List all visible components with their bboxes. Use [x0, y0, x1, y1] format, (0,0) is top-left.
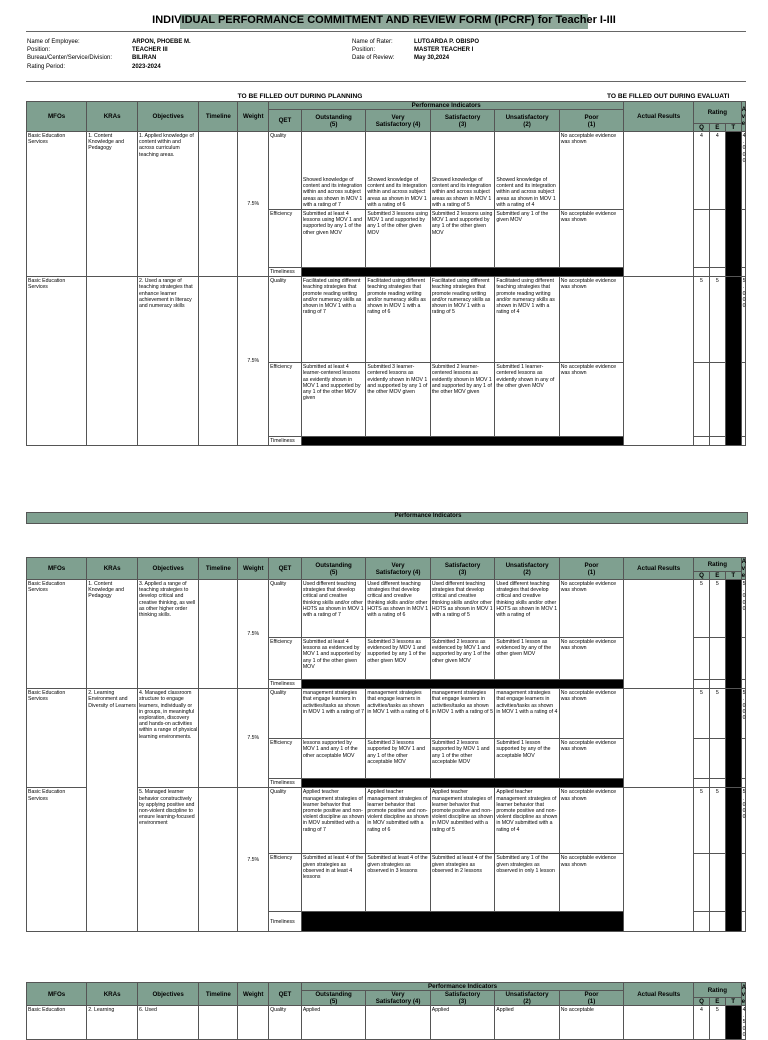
indicator-cell: Applied teacher management strategies of learner behavior that promote positive and non-violent discipline as shown in MOV submitted with a rating of 6: [366, 788, 430, 854]
rating-e: 5: [709, 1006, 725, 1040]
review-date-label: Date of Review:: [352, 55, 395, 62]
employee-bureau-label: Bureau/Center/Service/Division:: [27, 55, 113, 62]
col-weight: Weight: [238, 102, 269, 132]
col-performance-indicators: Performance Indicators: [301, 983, 623, 991]
indicator-cell: Submitted any 1 of the given MOV: [495, 210, 559, 268]
indicator-cell: management strategies that engage learners in activities/tasks as shown in MOV 1 with a rating of 5: [430, 689, 494, 739]
kra-cell: 2. Learning: [87, 1006, 138, 1040]
ipcrf-table-3: [26, 982, 746, 1040]
table-row: [27, 277, 746, 363]
info-rule: [26, 81, 746, 82]
indicator-cell: Submitted 3 lessons supported by MOV 1 and any 1 of the other acceptable MOV: [366, 739, 430, 779]
col-unsatisfactory: Unsatisfactory (2): [495, 110, 559, 132]
qet-quality: Quality: [269, 132, 302, 210]
col-actual-results: Actual Results: [624, 102, 694, 132]
indicator-cell: No acceptable evidence was shown: [559, 210, 623, 268]
kra-cell: 1. Content Knowledge and Pedagogy: [87, 132, 138, 277]
col-performance-indicators: Performance Indicators: [269, 102, 624, 110]
indicator-cell: Showed knowledge of content and its integration within and across subject areas as shown in MOV 1 with a rating of 7: [301, 132, 365, 210]
rating-period: 2023-2024: [132, 63, 161, 70]
col-poor: Poor (1): [559, 110, 623, 132]
qet-timeliness: Timeliness: [269, 779, 302, 788]
col-e: E: [709, 124, 725, 132]
indicator-cell: [366, 1006, 430, 1040]
col-rating: Rating: [694, 558, 742, 572]
indicator-cell: Applied: [495, 1006, 559, 1040]
average-cell: 5.000: [741, 580, 745, 638]
indicator-cell: No acceptable evidence was shown: [559, 580, 623, 638]
indicator-cell: Facilitated using different teaching strategies that promote reading writing and/or numeracy skills as shown in MOV 1 with a rating of 5: [430, 277, 494, 363]
rater-name-label: Name of Rater:: [352, 39, 393, 45]
indicator-cell: Submitted 3 lessons as evidenced by MOV 1 and supported by any 1 of the other given MOV: [366, 638, 430, 680]
col-rating: Rating: [694, 983, 742, 998]
employee-bureau: BILIRAN: [132, 55, 157, 62]
review-date: May 30,2024: [414, 55, 450, 62]
indicator-cell: Submitted any 1 of the given strategies as observed in only 1 lesson: [495, 854, 559, 912]
average-cell: 5.000: [741, 689, 745, 739]
qet-timeliness: Timeliness: [269, 268, 302, 277]
rating-t: [725, 1006, 741, 1040]
indicator-cell: No acceptable evidence was shown: [559, 739, 623, 779]
timeliness-blackout: [301, 779, 623, 788]
kra-cell: [87, 277, 138, 446]
page-break-performance: Performance Indicators: [394, 513, 462, 519]
col-ave: Ave: [741, 102, 745, 132]
col-e: E: [709, 998, 725, 1006]
timeline-cell: [199, 1006, 238, 1040]
rating-q: 5: [694, 689, 710, 739]
col-kras: KRAs: [87, 102, 138, 132]
rating-period-label: Rating Period:: [27, 63, 66, 70]
indicator-cell: Applied: [301, 1006, 365, 1040]
employee-name-label: Name of Employee:: [27, 39, 80, 45]
weight-cell: 7.5%: [238, 788, 269, 932]
timeline-cell: [199, 132, 238, 277]
col-mfos: MFOs: [27, 558, 87, 580]
timeline-cell: [199, 580, 238, 689]
rating-t: [725, 689, 741, 788]
indicator-cell: management strategies that engage learners in activities/tasks as shown in MOV 1 with a rating of 7: [301, 689, 365, 739]
weight-cell: 7.5%: [238, 277, 269, 446]
col-unsatisfactory: Unsatisfactory (2): [495, 558, 559, 580]
rating-e: 5: [709, 689, 725, 739]
table-row: [27, 689, 746, 739]
indicator-cell: Used different teaching strategies that develop critical and creative thinking skills and/or other HOTS as shown in MOV 1 with a rating of 7: [301, 580, 365, 638]
employee-position-label: Position:: [27, 47, 51, 54]
indicator-cell: Submitted 2 lessons using MOV 1 and supported by any 1 of the other given MOV: [430, 210, 494, 268]
col-very-satisfactory: Very Satisfactory (4): [366, 558, 430, 580]
col-q: Q: [694, 124, 710, 132]
col-objectives: Objectives: [138, 102, 199, 132]
qet-efficiency: Efficiency: [269, 638, 302, 680]
rating-e: 4: [709, 132, 725, 210]
col-very-satisfactory: Very Satisfactory (4): [366, 991, 430, 1006]
indicator-cell: Showed knowledge of content and its integration within and across subject areas as shown in MOV 1 with a rating of 6: [366, 132, 430, 210]
indicator-cell: Showed knowledge of content and its integration within and across subject areas as shown in MOV 1 with a rating of 4: [495, 132, 559, 210]
rater-labels: [352, 38, 412, 63]
indicator-cell: Submitted 2 lessons supported by MOV 1 and any 1 of the other acceptable MOV: [430, 739, 494, 779]
col-mfos: MFOs: [27, 102, 87, 132]
rating-t: [725, 580, 741, 689]
table-row: [27, 132, 746, 210]
indicator-cell: Applied: [430, 1006, 494, 1040]
col-outstanding: Outstanding (5): [301, 991, 365, 1006]
col-t: T: [725, 124, 741, 132]
timeliness-blackout: [301, 437, 623, 446]
indicator-cell: Showed knowledge of content and its integration within and across subject areas as shown in MOV 1 with a rating of 5: [430, 132, 494, 210]
indicator-cell: Submitted 1 learner-centered lessons as evidently shown in any of the other given MOV: [495, 363, 559, 437]
kra-cell: 2. Learning Environment and Diversity of Learners: [87, 689, 138, 932]
employee-values: [132, 38, 332, 71]
indicator-cell: Submitted at least 4 lessons using MOV 1 and supported by any 1 of the other given MOV: [301, 210, 365, 268]
indicator-cell: No acceptable evidence was shown: [559, 363, 623, 437]
objective-cell: 6. Used: [137, 1006, 198, 1040]
average-cell: 5.000: [741, 788, 745, 854]
col-qet: QET: [269, 983, 302, 1006]
actual-results-cell: [624, 788, 694, 932]
mfo-cell: Basic Education Services: [27, 277, 87, 446]
qet-quality: Quality: [269, 788, 302, 854]
qet-efficiency: Efficiency: [269, 854, 302, 912]
col-timeline: Timeline: [199, 102, 238, 132]
col-actual-results: Actual Results: [624, 983, 694, 1006]
indicator-cell: No acceptable evidence was shown: [559, 788, 623, 854]
rating-q: 5: [694, 277, 710, 363]
employee-labels: [27, 38, 137, 71]
rater-values: [414, 38, 614, 63]
employee-name: ARPON, PHOEBE M.: [132, 39, 191, 45]
qet-quality: Quality: [269, 689, 302, 739]
indicator-cell: Submitted 2 lessons as evidenced by MOV 1 and supported by any 1 of the other given MOV: [430, 638, 494, 680]
average-cell: 4.500: [742, 1007, 746, 1038]
col-satisfactory: Satisfactory (3): [430, 991, 494, 1006]
qet-efficiency: Efficiency: [269, 363, 302, 437]
indicator-cell: No acceptable evidence was shown: [559, 689, 623, 739]
timeliness-blackout: [301, 680, 623, 689]
indicator-cell: Submitted 3 learner-centered lessons as evidently shown in MOV 1 and supported by any 1 of the other MOV given: [366, 363, 430, 437]
col-unsatisfactory: Unsatisfactory (2): [495, 991, 559, 1006]
indicator-cell: Used different teaching strategies that develop critical and creative thinking skills and/or other HOTS as shown in MOV 1 with a rating of 5: [430, 580, 494, 638]
ipcrf-table-1: [26, 101, 746, 446]
average-cell: 5.000: [741, 277, 745, 363]
rater-position-label: Position:: [352, 47, 376, 54]
rating-t: [725, 277, 741, 446]
col-objectives: Objectives: [138, 558, 199, 580]
rating-t: [725, 788, 741, 932]
col-e: E: [709, 572, 725, 580]
qet-quality: Quality: [269, 277, 302, 363]
qet-timeliness: Timeliness: [269, 680, 302, 689]
actual-results-cell: [624, 132, 694, 277]
timeline-cell: [199, 689, 238, 788]
col-mfos: MFOs: [27, 983, 87, 1006]
rating-e: 5: [709, 788, 725, 854]
col-rating: Rating: [694, 102, 742, 124]
col-objectives: Objectives: [137, 983, 198, 1006]
indicator-cell: No acceptable evidence was shown: [559, 638, 623, 680]
col-qet: QET: [269, 558, 302, 580]
col-weight: Weight: [238, 983, 269, 1006]
indicator-cell: Used different teaching strategies that develop critical and creative thinking skills and/or other HOTS as shown in MOV 1 with a rating of: [495, 580, 559, 638]
indicator-cell: Submitted 1 lesson as evidenced by any of the other given MOV: [495, 638, 559, 680]
col-q: Q: [694, 572, 710, 580]
col-poor: Poor (1): [559, 558, 623, 580]
rating-e: 5: [709, 580, 725, 638]
indicator-cell: Applied teacher management strategies of learner behavior that promote positive and non-violent discipline as shown in MOV submitted with a rating of 5: [430, 788, 494, 854]
col-weight: Weight: [238, 558, 269, 580]
indicator-cell: Submitted at least 4 lessons as evidenced by MOV 1 and supported by any 1 of the other given MOV: [301, 638, 365, 680]
indicator-cell: No acceptable evidence was shown: [559, 132, 623, 210]
objective-cell: 5. Managed learner behavior constructively by applying positive and non-violent discipline to ensure learning-focused environment: [138, 788, 199, 932]
rating-q: 4: [694, 1006, 710, 1040]
title-rule: [26, 31, 746, 32]
evaluation-note: TO BE FILLED OUT DURING EVALUATI: [607, 93, 730, 100]
rating-q: 5: [694, 580, 710, 638]
col-kras: KRAs: [87, 983, 138, 1006]
actual-results-cell: [624, 277, 694, 446]
indicator-cell: Submitted 1 lesson supported by any of the acceptable MOV: [495, 739, 559, 779]
col-kras: KRAs: [87, 558, 138, 580]
timeliness-blackout: [301, 912, 623, 932]
col-outstanding: Outstanding (5): [301, 558, 365, 580]
weight-cell: [238, 1006, 269, 1040]
weight-cell: 7.5%: [238, 689, 269, 788]
indicator-cell: Applied teacher management strategies of learner behavior that promote positive and non-violent discipline as shown in MOV submitted with a rating of 4: [495, 788, 559, 854]
page-title: INDIVIDUAL PERFORMANCE COMMITMENT AND REVIEW FORM (IPCRF) for Teacher I-III: [152, 14, 616, 26]
rater-name: LUTGARDA P. OBISPO: [414, 39, 480, 45]
qet-quality: Quality: [269, 580, 302, 638]
col-outstanding: Outstanding (5): [301, 110, 365, 132]
actual-results-cell: [624, 689, 694, 788]
mfo-cell: Basic Education Services: [27, 132, 87, 277]
mfo-cell: Basic Education Services: [27, 788, 87, 932]
average-cell: 4.000: [741, 132, 745, 210]
col-timeline: Timeline: [199, 558, 238, 580]
kra-cell: 1. Content Knowledge and Pedagogy: [87, 580, 138, 689]
col-satisfactory: Satisfactory (3): [430, 558, 494, 580]
col-very-satisfactory: Very Satisfactory (4): [366, 110, 430, 132]
indicator-cell: No acceptable: [559, 1006, 624, 1040]
indicator-cell: Facilitated using different teaching strategies that promote reading writing and/or numeracy skills as shown in MOV 1 with a rating of 6: [366, 277, 430, 363]
table-row: [27, 1006, 746, 1040]
indicator-cell: Used different teaching strategies that develop critical and creative thinking skills and/or other HOTS as shown in MOV 1 with a rating of 6: [366, 580, 430, 638]
indicator-cell: No acceptable evidence was shown: [559, 854, 623, 912]
indicator-cell: Facilitated using different teaching strategies that promote reading writing and/or numeracy skills as shown in MOV 1 with a rating of 4: [495, 277, 559, 363]
indicator-cell: Facilitated using different teaching strategies that promote reading writing and/or numeracy skills as shown in MOV 1 with a rating of 7: [301, 277, 365, 363]
timeline-cell: [199, 788, 238, 932]
mfo-cell: Basic Education Services: [27, 689, 87, 788]
objective-cell: 2. Used a range of teaching strategies that enhance learner achievement in literacy and numeracy skills: [138, 277, 199, 446]
col-poor: Poor (1): [559, 991, 624, 1006]
qet-quality: Quality: [269, 1006, 302, 1040]
col-ave: Ave: [741, 558, 747, 579]
mfo-cell: Basic Education: [27, 1006, 87, 1040]
weight-cell: 7.5%: [238, 132, 269, 277]
indicator-cell: No acceptable evidence was shown: [559, 277, 623, 363]
actual-results-cell: [624, 1006, 694, 1040]
employee-position: TEACHER III: [132, 47, 168, 54]
indicator-cell: Submitted 3 lessons using MOV 1 and supported by any 1 of the other given MOV: [366, 210, 430, 268]
rater-position: MASTER TEACHER I: [414, 47, 474, 54]
objective-cell: 1. Applied knowledge of content within and across curriculum teaching areas.: [138, 132, 199, 277]
col-qet: QET: [269, 110, 302, 132]
indicator-cell: Submitted at least 4 learner-centered lessons as evidently shown in MOV 1 and supported by any 1 of the other MOV given: [301, 363, 365, 437]
rating-q: 5: [694, 788, 710, 854]
col-timeline: Timeline: [199, 983, 238, 1006]
qet-timeliness: Timeliness: [269, 912, 302, 932]
objective-cell: 3. Applied a range of teaching strategies to develop critical and creative thinking, as well as other higher order thinking skills.: [138, 580, 199, 689]
col-t: T: [725, 572, 741, 580]
indicator-cell: Applied teacher management strategies of learner behavior that promote positive and non-violent discipline as shown in MOV submitted with a rating of 7: [301, 788, 365, 854]
ipcrf-table-2: [26, 557, 746, 932]
mfo-cell: Basic Education Services: [27, 580, 87, 689]
weight-cell: 7.5%: [238, 580, 269, 689]
objective-cell: 4. Managed classroom structure to engage learners, individually or in groups, in meaningful exploration, discovery and hands-on activities within a range of physical learning environments.: [138, 689, 199, 788]
col-satisfactory: Satisfactory (3): [430, 110, 494, 132]
rating-t: [725, 132, 741, 277]
actual-results-cell: [624, 580, 694, 689]
indicator-cell: Submitted at least 4 of the given strategies as observed in at least 4 lessons: [301, 854, 365, 912]
col-t: T: [725, 998, 741, 1006]
indicator-cell: management strategies that engage learners in activities/tasks as shown in MOV 1 with a rating of 6: [366, 689, 430, 739]
col-ave: Ave: [741, 983, 747, 1005]
indicator-cell: Submitted at least 4 of the given strategies as observed in 2 lessons: [430, 854, 494, 912]
indicator-cell: lessons supported by MOV 1 and any 1 of the other acceptable MOV: [301, 739, 365, 779]
timeline-cell: [199, 277, 238, 446]
indicator-cell: management strategies that engage learners in activities/tasks as shown in MOV 1 with a rating of 4: [495, 689, 559, 739]
qet-efficiency: Efficiency: [269, 210, 302, 268]
col-q: Q: [694, 998, 710, 1006]
qet-efficiency: Efficiency: [269, 739, 302, 779]
rating-q: 4: [694, 132, 710, 210]
qet-timeliness: Timeliness: [269, 437, 302, 446]
rating-e: 5: [709, 277, 725, 363]
indicator-cell: Submitted at least 4 of the given strategies as observed in 3 lessons: [366, 854, 430, 912]
table-row: [27, 580, 746, 638]
planning-note: TO BE FILLED OUT DURING PLANNING: [237, 93, 363, 100]
timeliness-blackout: [301, 268, 623, 277]
col-actual-results: Actual Results: [624, 558, 694, 580]
indicator-cell: Submitted 2 learner-centered lessons as evidently shown in MOV 1 and supported by any 1 of the other MOV given: [430, 363, 494, 437]
